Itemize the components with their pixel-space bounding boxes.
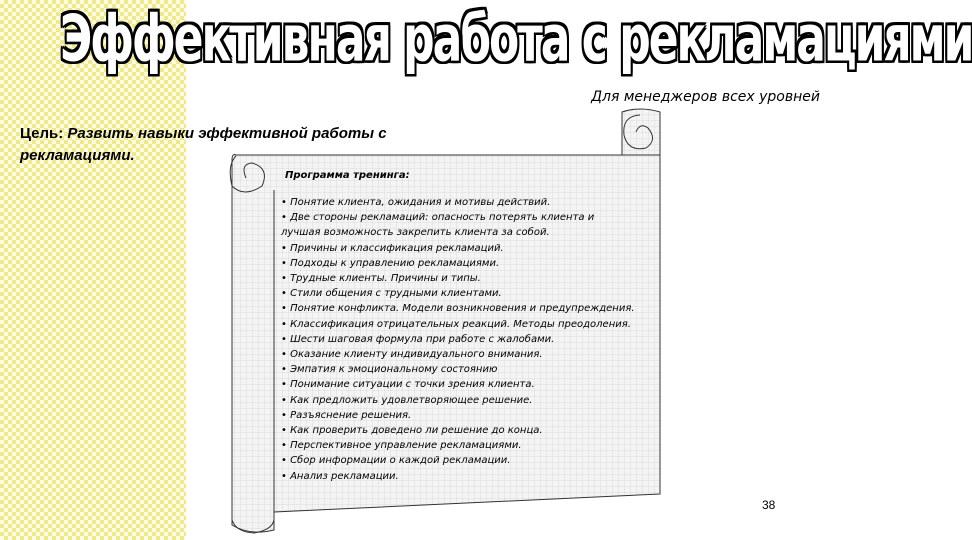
goal-text: Развить навыки эффективной работы с рекламациями. (20, 125, 387, 164)
program-item: • Стили общения с трудными клиентами. (281, 286, 661, 301)
scroll-top-roll (622, 109, 660, 155)
goal-block (20, 123, 490, 167)
goal-label: Цель: (20, 125, 64, 142)
program-item: • Как проверить доведено ли решение до конца. (281, 423, 661, 438)
program-item: • Трудные клиенты. Причины и типы. (281, 271, 661, 286)
program-item: • Понимание ситуации с точки зрения клиента. (281, 377, 661, 392)
program-item: • Понятие клиента, ожидания и мотивы действий. (281, 195, 661, 210)
program-item: • Причины и классификация рекламаций. (281, 241, 661, 256)
program-block (281, 170, 661, 484)
program-item: • Подходы к управлению рекламациями. (281, 256, 661, 271)
audience-label: Для менеджеров всех уровней (591, 89, 820, 105)
program-list (281, 195, 661, 484)
program-item: • Понятие конфликта. Модели возникновения и предупреждения. (281, 301, 661, 316)
program-item: • Сбор информации о каждой рекламации. (281, 453, 661, 468)
program-item: • Эмпатия к эмоциональному состоянию (281, 362, 661, 377)
program-item: • Анализ рекламации. (281, 469, 661, 484)
program-item: • Классификация отрицательных реакций. Методы преодоления. (281, 317, 661, 332)
program-title: Программа тренинга: (285, 170, 410, 181)
program-item: • Разъяснение решения. (281, 408, 661, 423)
program-item: • Шести шаговая формула при работе с жалобами. (281, 332, 661, 347)
program-item: • Оказание клиенту индивидуального внимания. (281, 347, 661, 362)
page-number: 38 (762, 498, 776, 512)
page-title: Эффективная работа с рекламациями (60, 2, 972, 77)
program-item: • Перспективное управление рекламациями. (281, 438, 661, 453)
program-item: лучшая возможность закрепить клиента за собой. (281, 227, 550, 239)
program-item: • Как предложить удовлетворяющее решение. (281, 393, 661, 408)
program-item: • Две стороны рекламаций: опасность потерять клиента и (281, 210, 661, 225)
